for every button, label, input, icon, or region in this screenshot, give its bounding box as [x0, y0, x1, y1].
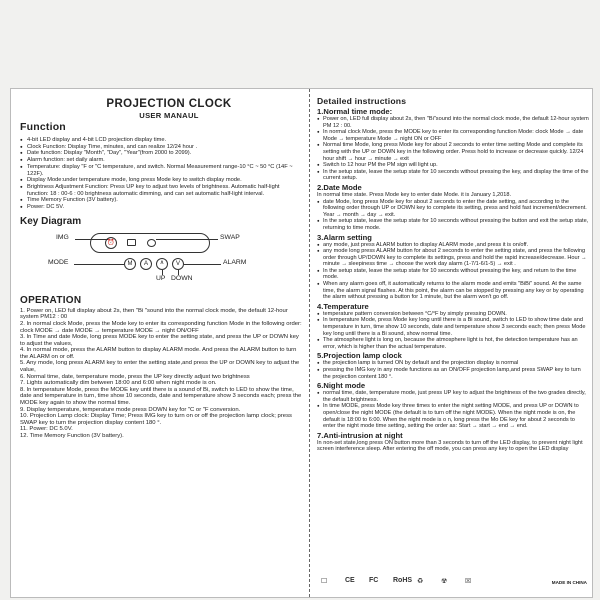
key-diagram-heading: Key Diagram: [20, 215, 82, 227]
img-button-icon: [127, 239, 136, 246]
section-item: ● any mode, just press ALARM button to display ALARM mode ,and press it is on/off.: [317, 242, 589, 249]
section-list: [317, 360, 589, 380]
section-item: In non-set state,long press ON button more than 3 seconds to turn off the LED display, to prevent night light screen interference sleep. After entering the off mode, you can press any key to open the LED display: [317, 439, 583, 453]
section-list: [317, 116, 589, 182]
mode-leader-line: [74, 264, 124, 265]
section-item: ● When any alarm goes off, it automatically returns to the alarm mode and emits "BiBi" sound. At the same time, the alarm signal flashes. At this point, the alarm can be stopped by pressing any key or by operating the alarm without pressing a button for 1 minute, but the alarm won't go off.: [317, 281, 589, 301]
section-heading: 7.Anti-intrusion at night: [317, 430, 403, 440]
function-item: ● Date function: Display "Month", "Day", "Year"(from 2000 to 2099).: [20, 150, 302, 157]
section-item: ● normal time, date, temperature mode, just press UP key to adjust the brightness of the two grades directly, the default brightness.: [317, 390, 589, 403]
function-item: ● Display Mode:under temperature mode, long press Mode key to switch display mode.: [20, 177, 302, 184]
operation-item: 1. Power on, LED full display about 2s, then "Bi "sound into the normal clock mode, the default 12-hour system PM12 : 00: [20, 307, 288, 321]
certification-mark: FC: [369, 577, 379, 584]
section-heading: 4.Temperature: [317, 301, 369, 311]
swap-leader-line: [156, 239, 218, 240]
operation-item: 12. Time Memory Function (3V battery).: [20, 433, 124, 440]
section-heading: 3.Alarm setting: [317, 232, 372, 242]
img-label: IMG: [56, 233, 69, 241]
function-item: ● 4-bit LED display and 4-bit LCD projection display time.: [20, 137, 302, 144]
section-item: ● In the setup state, leave the setup state for 10 seconds without pressing the key, and return to the time mode.: [317, 268, 589, 281]
certification-footer: [317, 574, 589, 594]
section-list: [317, 192, 589, 232]
swap-button-icon: [147, 239, 156, 247]
operation-list: [20, 308, 302, 440]
section-item: ● any mode long press ALARM button for about 2 seconds to enter the setting state, and press the following order through UP/DOWN key to complete its settings, press and hold the rapid increase/decrease. Hour → minute → sleepiness time → choose the work day alarm (1-7/1-6/1-5) → exit .: [317, 248, 589, 268]
function-item: ● Temperature: display "F or "C temperature, and switch. Normal Measurement range-10 °C ~ 50 °C (14F ~ 122F).: [20, 164, 302, 177]
mode-label: MODE: [48, 258, 69, 266]
section-item: ● In normal clock Mode, press the MODE key to enter its corresponding function Mode: clock Mode → date Mode → temperature Mode → night ON or OFF: [317, 129, 589, 142]
section-item: ● In time MODE, press Mode key three times to enter the night setting MODE, and press UP or DOWN to open/close the night MODE (the default is to turn off the night MODE). When the night mode is on, the default is 18:00 to 6:00. When the night mode is o n, long press the Mo DE key for about 2 seconds to enter the night mode time setting, setting the order as: Start → start → end → end.: [317, 403, 589, 429]
alarm-label: ALARM: [223, 258, 247, 266]
section-item: In normal time state. Press Mode key to enter date Mode. it is January 1,2018.: [317, 191, 512, 198]
section-item: ● Normal time Mode, long press Mode key for about 2 seconds to enter time setting Mode and complete its setting with the UP or DOWN key in the following order. Press hold to increase or decrease quickly. 12/24 hour shift → hour → minute → exit: [317, 142, 589, 162]
section-item: ● pressing the IMG key in any mode functions as an ON/OFF projection lamp,and press SWAP key to turn the projection content 180 °.: [317, 367, 589, 380]
function-item: ● Clock Function: Display Time, minutes, and can realize 12/24 hour .: [20, 144, 302, 151]
made-in-label: MADE IN CHINA: [551, 580, 587, 585]
operation-item: 5. Any mode, long press ALARM key to enter the setting state,and press the UP or DOWN key to adjust the value,: [20, 360, 300, 374]
function-list: [20, 137, 302, 211]
operation-item: 9. Display temperature, temperature mode press DOWN key for "C or "F conversion.: [20, 406, 241, 413]
section-item: ● temperature pattern conversion between °C/°F by simply pressing DOWN.: [317, 311, 589, 318]
section-list: [317, 311, 589, 351]
left-column: [20, 98, 302, 440]
detailed-instructions-title: Detailed instructions: [317, 96, 407, 106]
section-item: ● the projection lamp is turned ON by default and the projection display is normal: [317, 360, 589, 367]
certification-mark: ☐: [321, 578, 328, 585]
section-heading: 6.Night mode: [317, 381, 366, 391]
right-column: [317, 96, 589, 453]
operation-item: 8. In temperature Mode, press the MODE key until there is a sound of Bi, switch to LED to show the time, date and temperature in turn, time show 10 seconds, date and temperature show 3 seconds each; press the MODE key again to show the normal time.: [20, 386, 302, 407]
certification-mark: ☢: [441, 578, 448, 585]
function-item: ● Time Memory Function (3V battery).: [20, 197, 302, 204]
section-item: ● date Mode, long press Mode key for about 2 seconds to enter the date setting, and according to the following order through UP or DOWN key to complete its setting, press and hold fast increment/decrement. Year → month → day → exit.: [317, 199, 589, 219]
fold-divider: [309, 89, 310, 597]
section-list: [317, 390, 589, 430]
manual-title: PROJECTION CLOCK: [106, 98, 232, 110]
operation-item: 7. Lights automatically dim between 18:00 and 6:00 when night mode is on.: [20, 380, 217, 387]
section-heading: 2.Date Mode: [317, 182, 362, 192]
section-list: [317, 242, 589, 301]
img-leader-line: [75, 239, 108, 240]
operation-item: 3. In Time and date Mode, long press MODE key to enter the setting state, and press the UP or DOWN key to adjust the values,: [20, 334, 299, 347]
operation-heading: OPERATION: [20, 294, 82, 306]
alarm-button[interactable]: A: [140, 258, 152, 270]
operation-item: 4. In normal mode, press the ALARM button to display ALARM mode. And press the ALARM button to turn the ALARM on or off.: [20, 347, 297, 360]
swap-label: SWAP: [220, 233, 240, 241]
certification-mark: RoHS: [393, 577, 413, 584]
certification-mark: ♻: [417, 578, 424, 585]
section-heading: 1.Normal time mode:: [317, 107, 393, 116]
instruction-sections: [317, 107, 589, 453]
section-item: ● In the setup state, leave the setup state for 10 seconds without pressing the button and exit the setup state, returning to time mode.: [317, 218, 589, 231]
certification-mark: ☒: [465, 578, 472, 585]
section-item: ● In the setup state, leave the setup state for 10 seconds without pressing the key, and display the time of the current setup.: [317, 169, 589, 182]
section-item: ● Switch to 12 hour PM the PM sign will light up.: [317, 162, 589, 169]
section-heading: 5.Projection lamp clock: [317, 351, 402, 361]
section-item: ● Power on, LED full display about 2s, then "Bi"sound into the normal clock mode, the default 12-hour system PM 12 : 00.: [317, 116, 589, 129]
operation-item: 6. Normal time, date, temperature mode, press the UP key directly adjust two brightness: [20, 373, 250, 380]
operation-item: 11. Power: DC 5.0V.: [20, 426, 73, 433]
function-heading: Function: [20, 121, 66, 133]
up-label: UP: [156, 274, 166, 282]
function-item: ● Alarm function: set daily alarm.: [20, 157, 302, 164]
operation-item: 10. Projection Lamp clock: Display Time; Press IMG key to turn on or off the projection lamp clock; press SWAP key to turn the projection display content 180 °.: [20, 413, 292, 426]
function-item: ● Brightness Adjustment Function: Press UP key to adjust two levels of brightness. Automatic half-light function: 18 : 00-6 : 00 brightness automatic dimming, and can set automatic half-light interval.: [20, 184, 302, 197]
mode-button[interactable]: M: [124, 258, 136, 270]
alarm-leader-line: [184, 264, 221, 265]
section-item: ● In temperature Mode, press Mode key long until there is a Bi sound, switch to LED to show time date and temperature in turn, time show 10 seconds, date and temperature show 3 seconds each; then press Mode key long until there is a Bi sound, show normal time.: [317, 317, 589, 337]
manual-sheet: [10, 88, 593, 598]
section-item: ● The atmosphere light is long on, because the atmosphere light is hot, the detection temperature has an error, which is higher than the actual temperature.: [317, 337, 589, 350]
alarm-bell-icon: ⏰: [105, 237, 117, 249]
clock-panel: [90, 233, 210, 253]
up-button[interactable]: ∧: [156, 258, 168, 270]
function-item: ● Power: DC 5V.: [20, 204, 302, 211]
down-button[interactable]: V: [172, 258, 184, 270]
down-label: DOWN: [171, 274, 193, 282]
operation-item: 2. In normal clock Mode, press the Mode key to enter its corresponding function Mode in the following order: clock MODE → date MODE → temperature MODE → night ON/OFF: [20, 320, 302, 334]
key-diagram: [20, 227, 302, 293]
section-list: [317, 440, 589, 453]
certification-mark: CE: [345, 577, 355, 584]
manual-subtitle: USER MANAUL: [139, 111, 199, 120]
